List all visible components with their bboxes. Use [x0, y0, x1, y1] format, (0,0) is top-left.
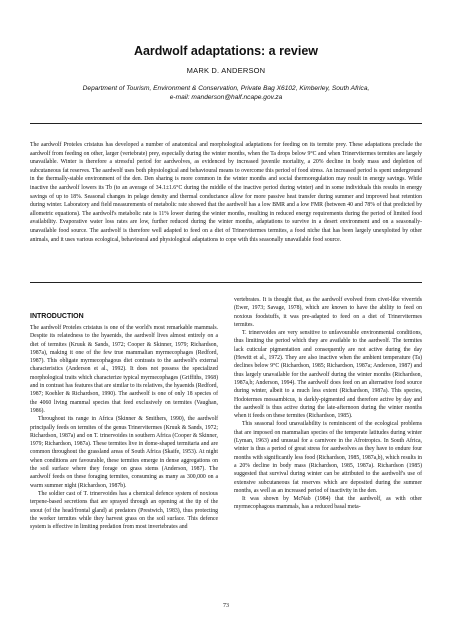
- intro-paragraph: This seasonal food unavailability is reminiscent of the ecological problems that are imposed on mammalian species of the temperate latitudes during winter (Lyman, 1963) and unusual for a carnivore in the Afrotropics. In South Africa, winter is thus a period of great stress for aardwolves as they have to endure four months with significantly less food (Richardson, 1985, 1987a,b), which results in a 20% decline in body mass (Richardson, 1985, 1987a). Richardson (1985) suggested that survival during winter can be attributed to the aardwolf's use of extensive subcutaneous fat reserves which are deposited during the summer months, as well as an increased period of inactivity in the den.: [234, 421, 422, 494]
- abstract-bottom-rule: [30, 282, 422, 283]
- intro-paragraph: Throughout its range in Africa (Skinner & Smithers, 1990), the aardwolf principally feeds on termites of the genus Trinervitermes (Kruuk & Sands, 1972; Richardson, 1987a) and on T. trinervoides in southern Africa (Cooper & Skinner, 1979; Richardson, 1987a). These termites live in dome-shaped termitaria and are common throughout the grassland areas of South Africa (Skaife, 1953). At night when conditions are favourable, these termites emerge in dense aggregations on the soil surface where they forage on grass stems (Anderson, 1987). The aardwolf feeds on these foraging termites, consuming as many as 300,000 on a warm summer night (Richardson, 1987b).: [30, 416, 218, 489]
- intro-paragraph: T. trinervoides are very sensitive to unfavourable environmental conditions, thus limiting the period which they are available to the aardwolf. The termites lack cuticular pigmentation and consequently are not active during the day (Hewitt et al., 1972). They are also inactive when the ambient temperature (Ta) declines below 9°C (Richardson, 1985; Richardson, 1987a; Anderson, 1987) and thus largely unavailable for the aardwolf during the winter months (Richardson, 1987a,b; Anderson, 1994). The aardwolf does feed on an alternative food source during winter, albeit to a much less extent (Richardson, 1987a). This species, Hodotermes mossambicus, is darkly-pigmented and therefore active by day and the aardwolf is thus active during the late-afternoon during the winter months when it feeds on these termites (Richardson, 1985).: [234, 330, 422, 420]
- page-number: 73: [223, 603, 229, 609]
- author-name: MARK D. ANDERSON: [186, 66, 266, 75]
- intro-paragraph: The soldier cast of T. trinervoides has a chemical defence system of noxious terpene-based secretions that are sprayed through an opening at the tip of the snout (of the head/frontal gland) at predators (Prestwich, 1983), thus protecting the worker termites while they harvest grass on the soil surface. This defence system is effective in limiting predation from most invertebrates and: [30, 490, 218, 531]
- author-affiliation: [30, 84, 422, 102]
- right-text-column: [234, 296, 422, 512]
- left-text-column: [30, 324, 218, 531]
- abstract-text: The aardwolf Proteles cristatus has developed a number of anatomical and morphological adaptations for feeding on its termite prey. These adaptations preclude the aardwolf from feeding on other, larger (vertebrate) prey, especially during the winter months, when the Ta drops below 9°C and when Trinervitermes termites are largely unavailable. Winter is therefore a stressful period for aardwolves, as evidenced by increased juvenile mortality, a 20% decline in body mass and depletion of subcutaneous fat reserves. The aardwolf uses both physiological and behavioural means to overcome this period of food stress. An increased period is spent underground in the thermally-stable environment of the den. Den sharing is more common in the winter months and social thermoregulation may result in energy savings. While inactive the aardwolf lowers its Tb (to an average of 34.1±1.6°C during the middle of the inactive period during winter) and in some individuals this results in energy savings of up to 18%. Seasonal changes in pelage density and thermal conductance allow for more passive heat transfer during summer and improved heat retention during winter. Laboratory and field measurements of metabolic rate showed that the aardwolf has a low BMR and a low FMR (between 40 and 78% of that predicted by allometric equations). The aardwolf's metabolic rate is 11% lower during the winter months, resulting in reduced energy requirements during the period of limited food availability. Evaporative water loss rates are low, further reduced during the winter months, adaptations to survive in a desert environment and on a seasonally-unavailable food source. The aardwolf is therefore well adapted to feed on a diet of Trinervitermes termites, a food niche that has been largely unexploited by other animals, and it uses various ecological, behavioural and physiological adaptations to cope with this seasonally unavailable food source.: [30, 142, 422, 243]
- intro-paragraph: It was shown by McNab (1984) that the aardwolf, as with other myrmecophagous mammals, has a reduced basal meta-: [234, 496, 422, 511]
- intro-paragraph: vertebrates. It is thought that, as the aardwolf evolved from civet-like viverrids (Ewer, 1973; Savage, 1978), which are known to have the ability to feed on noxious foodstuffs, it was pre-adapted to feed on a diet of Trinervitermes termites.: [234, 297, 422, 328]
- section-heading-introduction: INTRODUCTION: [30, 313, 84, 320]
- affiliation-email: e-mail: manderson@half.ncape.gov.za: [169, 94, 283, 101]
- intro-paragraph: The aardwolf Proteles cristatus is one of the world's most remarkable mammals. Despite its relatedness to the hyaenids, the aardwolf lives almost entirely on a diet of termites (Kruuk & Sands, 1972; Cooper & Skinner, 1979; Richardson, 1987a), making it one of the few true mammalian myrmecophages (Redford, 1987). This obligate myrmecophagous diet contrasts to the aardwolf's external characteristics (Anderson et al., 1992). It does not possess the specialized morphological traits which characterize typical myrmecophages (Griffiths, 1968) and in contrast has features that are similar to its relatives, the hyaenids (Redford, 1987; Koehler & Richardson, 1990). The aardwolf is one of only 18 species of the 4060 living mammal species that feed exclusively on termites (Vaughan, 1986).: [30, 325, 218, 414]
- paper-title: Aardwolf adaptations: a review: [133, 44, 319, 58]
- abstract-top-rule: [30, 123, 422, 124]
- affiliation-address: Department of Tourism, Environment & Conservation, Private Bag X6102, Kimberley, South Africa,: [82, 85, 370, 92]
